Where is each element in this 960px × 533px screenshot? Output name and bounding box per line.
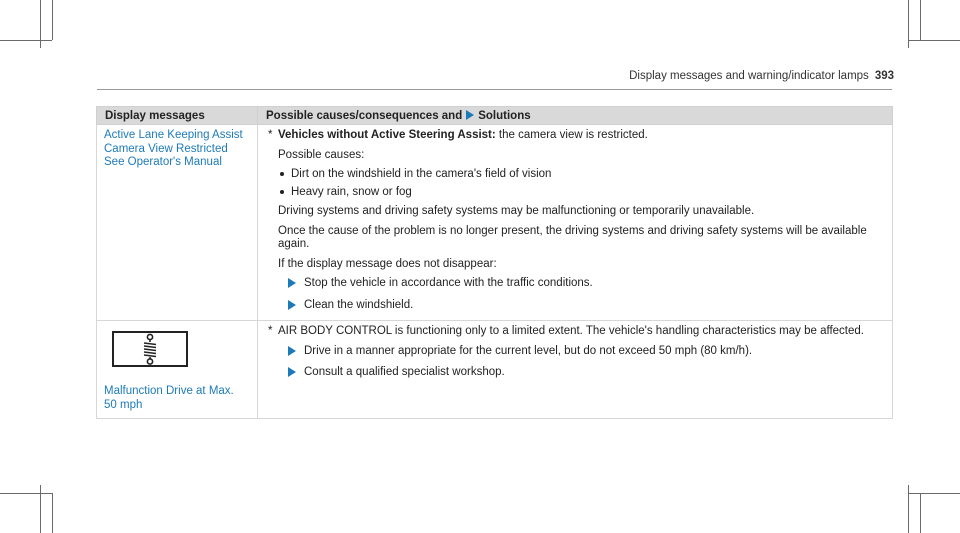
crop-mark <box>920 0 921 40</box>
crop-mark <box>908 40 960 41</box>
crop-mark <box>920 493 921 533</box>
step <box>278 366 885 380</box>
step-text: Drive in a manner appropriate for the current level, but do not exceed 50 mph (80 km/h). <box>304 344 753 357</box>
step <box>278 277 885 291</box>
causes-list <box>268 168 885 199</box>
crop-mark <box>0 493 52 494</box>
arrow-right-icon <box>288 278 296 288</box>
paragraph-text: AIR BODY CONTROL is functioning only to a limited extent. The vehicle's handling characteristics may be affected. <box>278 325 864 337</box>
possible-causes-label: Possible causes: <box>278 148 365 161</box>
table-row <box>97 321 893 419</box>
step <box>278 299 885 313</box>
list-item-text: Dirt on the windshield in the camera's field of vision <box>291 168 552 180</box>
bold-lead: Vehicles without Active Steering Assist: <box>278 129 496 141</box>
message-cell <box>97 125 258 321</box>
column-header-messages: Display messages <box>97 107 258 125</box>
lead-paragraph <box>268 325 885 339</box>
message-line: 50 mph <box>104 398 143 411</box>
step <box>278 345 885 359</box>
crop-mark <box>0 40 52 41</box>
column-header-solutions-label: Solutions <box>478 109 531 122</box>
lead-paragraph <box>268 129 885 143</box>
crop-mark <box>52 493 53 533</box>
footnote-star: * <box>268 129 273 141</box>
crop-mark <box>908 493 960 494</box>
solution-cell <box>258 125 893 321</box>
lead-text: the camera view is restricted. <box>495 129 648 141</box>
message-line: See Operator's Manual <box>104 156 222 168</box>
paragraph: If the display message does not disappear: <box>278 257 497 270</box>
message-line: Camera View Restricted <box>104 142 228 155</box>
bullet-dot <box>280 172 284 176</box>
step-text: Consult a qualified specialist workshop. <box>304 366 505 378</box>
list-item-text: Heavy rain, snow or fog <box>291 185 412 198</box>
bullet-dot <box>280 190 284 194</box>
arrow-right-icon <box>288 367 296 377</box>
table-header-row <box>97 107 893 125</box>
arrow-right-icon <box>288 346 296 356</box>
table-row <box>97 125 893 321</box>
header-divider <box>97 89 892 90</box>
page-number: 393 <box>874 70 894 82</box>
list-item <box>278 186 885 200</box>
column-header-causes-label: Possible causes/consequences and <box>266 109 463 122</box>
arrow-right-icon <box>466 110 474 120</box>
crop-mark <box>52 0 53 40</box>
message-cell <box>97 321 258 419</box>
message-line: Malfunction Drive at Max. <box>104 385 234 397</box>
footnote-star: * <box>268 325 273 337</box>
display-messages-table <box>96 106 893 419</box>
message-line: Active Lane Keeping Assist <box>104 129 243 141</box>
step-text: Clean the windshield. <box>304 298 414 311</box>
paragraph: Once the cause of the problem is no longer present, the driving systems and driving safety systems will be available again. <box>278 224 867 250</box>
list-item <box>278 168 885 182</box>
solution-cell <box>258 321 893 419</box>
suspension-spring-icon <box>112 331 188 367</box>
step-text: Stop the vehicle in accordance with the traffic conditions. <box>304 277 593 289</box>
arrow-right-icon <box>288 300 296 310</box>
column-header-causes <box>258 107 893 125</box>
section-title: Display messages and warning/indicator lamps <box>629 70 869 82</box>
suspension-spring-icon-graphic <box>114 333 186 365</box>
page-header <box>612 70 894 82</box>
paragraph: Driving systems and driving safety systems may be malfunctioning or temporarily unavailable. <box>278 205 755 217</box>
